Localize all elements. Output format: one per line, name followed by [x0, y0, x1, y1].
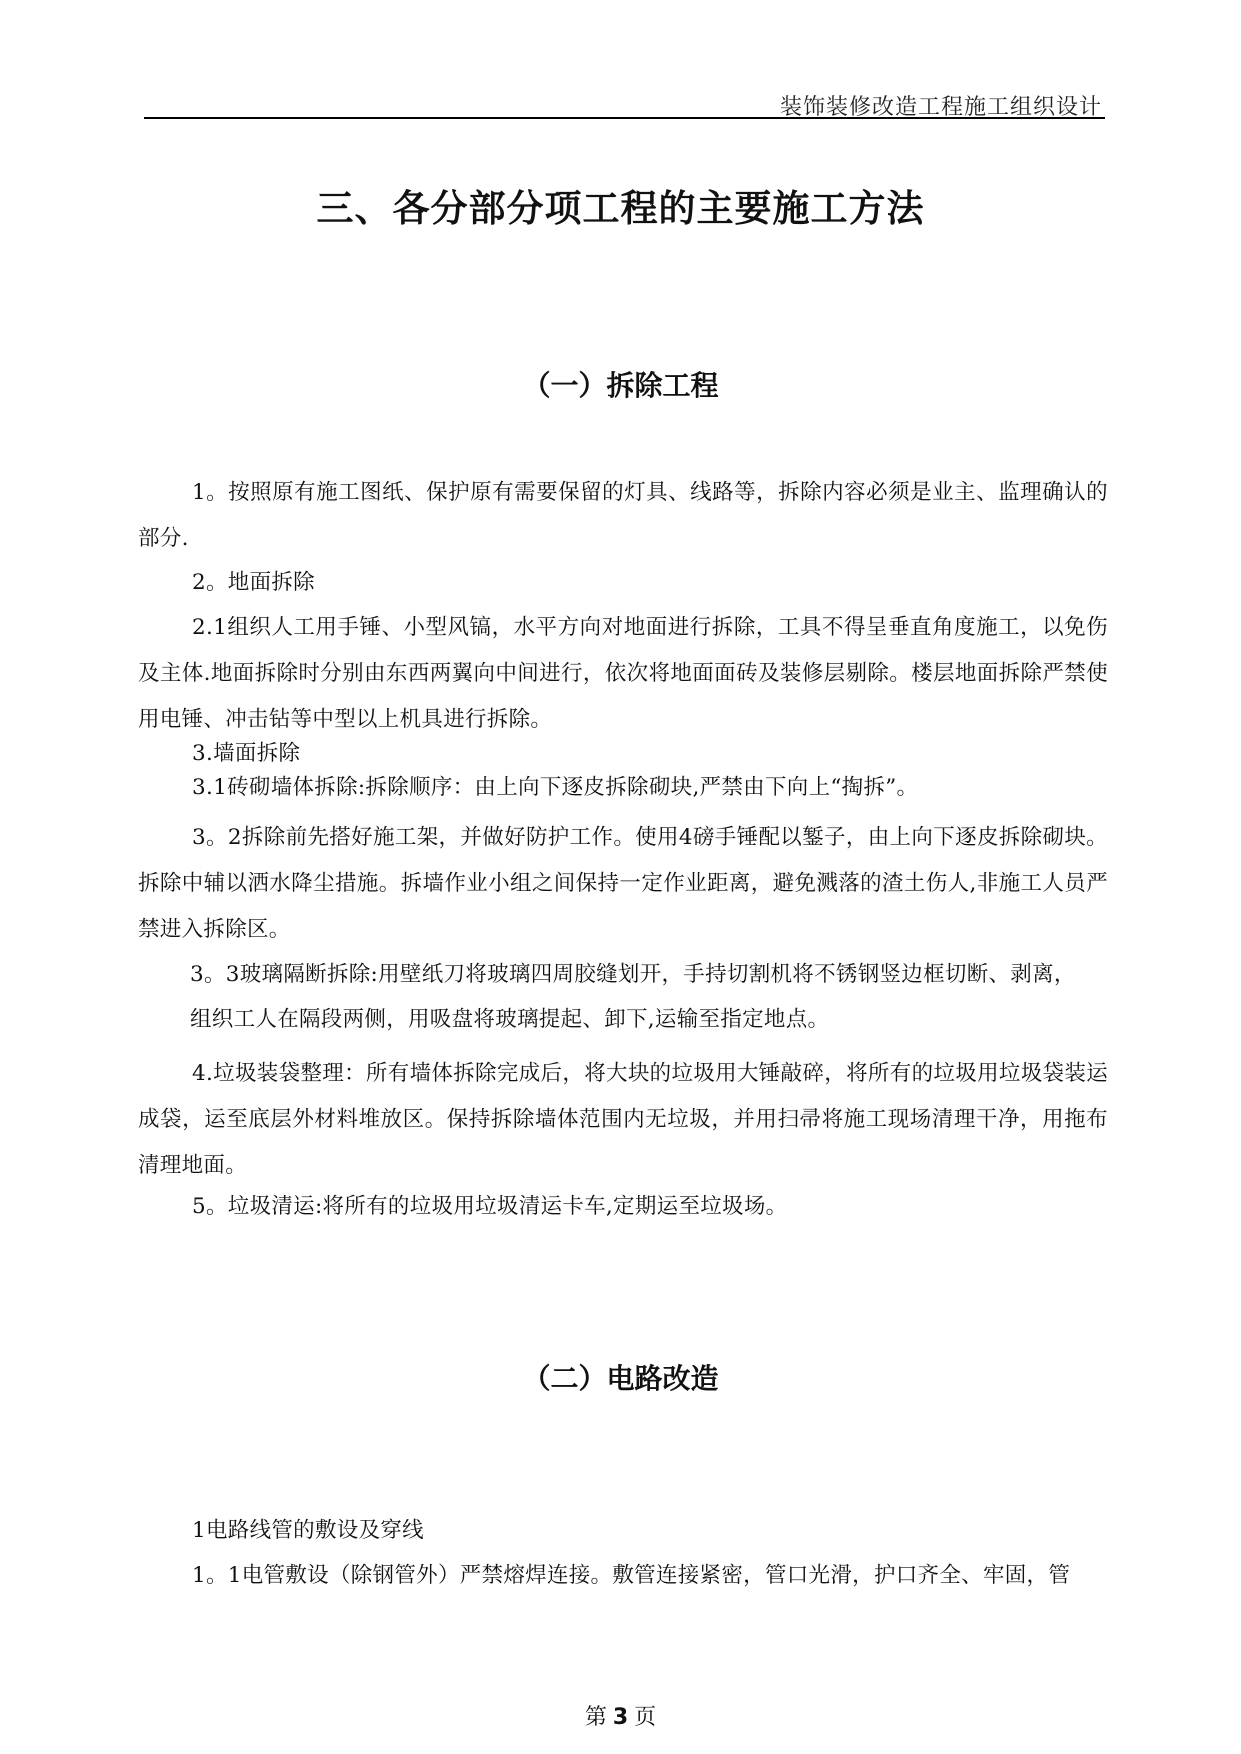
page-title: 三、各分部分项工程的主要施工方法: [316, 187, 925, 230]
section-heading-electrical: （二）电路改造: [522, 1362, 719, 1395]
paragraph-demolition-3: 3.墙面拆除: [192, 741, 301, 766]
paragraph-demolition-3-3-cont: 组织工人在隔段两侧，用吸盘将玻璃提起、卸下,运输至指定地点。: [190, 1007, 830, 1032]
page-number: 3: [612, 1705, 629, 1730]
paragraph-demolition-5: 5。垃圾清运:将所有的垃圾用垃圾清运卡车,定期运至垃圾场。: [192, 1194, 788, 1219]
paragraph-demolition-3-1: 3.1砖砌墙体拆除:拆除顺序：由上向下逐皮拆除砌块,严禁由下向上“掏拆”。: [192, 775, 919, 800]
paragraph-demolition-4: 4.垃圾装袋整理：所有墙体拆除完成后，将大块的垃圾用大锤敲碎，将所有的垃圾用垃圾袋装运成袋，运至底层外材料堆放区。保持拆除墙体范围内无垃圾，并用扫帚将施工现场清理干净，用拖布清理地面。: [138, 1061, 1108, 1178]
section-heading-demolition: （一）拆除工程: [522, 369, 719, 402]
paragraph-demolition-3-2: 3。2拆除前先搭好施工架，并做好防护工作。使用4磅手锤配以錾子，由上向下逐皮拆除砌块。拆除中辅以洒水降尘措施。拆墙作业小组之间保持一定作业距离，避免溅落的渣土伤人,非施工人员严禁进入拆除区。: [138, 825, 1108, 942]
paragraph-demolition-3-3: 3。3玻璃隔断拆除:用壁纸刀将玻璃四周胶缝划开，手持切割机将不锈钢竖边框切断、剥离，: [190, 962, 1076, 987]
running-header: 装饰装修改造工程施工组织设计: [779, 95, 1102, 120]
paragraph-demolition-1: 1。按照原有施工图纸、保护原有需要保留的灯具、线路等，拆除内容必须是业主、监理确认的部分.: [138, 480, 1108, 551]
paragraph-electrical-1-1: 1。1电管敷设（除钢管外）严禁熔焊连接。敷管连接紧密，管口光滑，护口齐全、牢固，管: [192, 1563, 1071, 1588]
paragraph-demolition-2-1: 2.1组织人工用手锤、小型风镐，水平方向对地面进行拆除，工具不得呈垂直角度施工，以免伤及主体.地面拆除时分别由东西两翼向中间进行，依次将地面面砖及装修层剔除。楼层地面拆除严禁使用电锤、冲击钻等中型以上机具进行拆除。: [138, 615, 1108, 732]
paragraph-electrical-1: 1电路线管的敷设及穿线: [192, 1518, 424, 1543]
header-rule: [144, 117, 1105, 119]
footer-suffix: 页: [634, 1705, 657, 1730]
page-footer: [0, 1700, 1241, 1731]
footer-prefix: 第: [584, 1705, 607, 1730]
paragraph-demolition-2: 2。地面拆除: [192, 570, 315, 595]
